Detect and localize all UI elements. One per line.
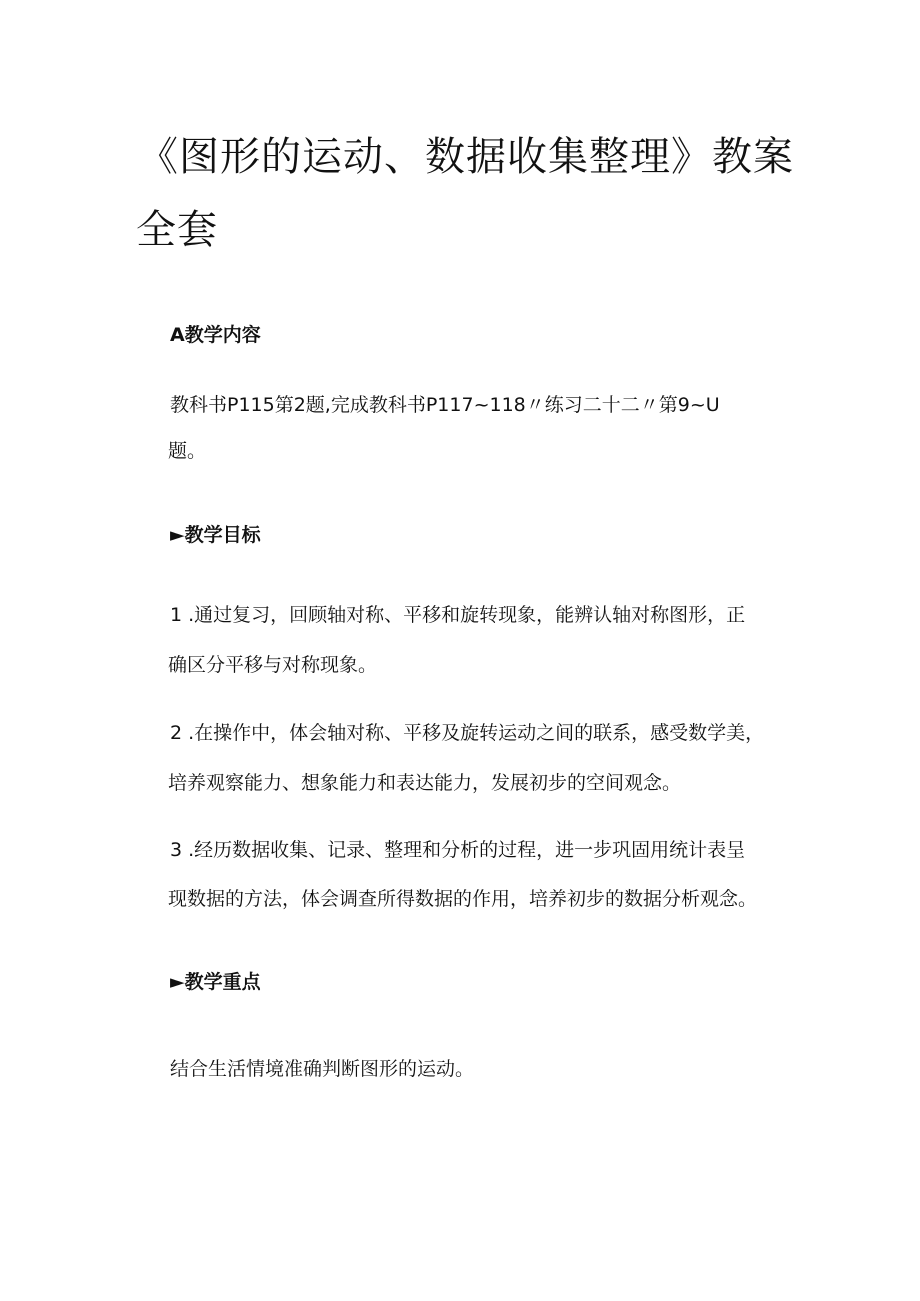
goal-2-cont: 培养观察能力、想象能力和表达能力，发展初步的空间观念。 <box>168 772 682 794</box>
goals-heading: ►教学目标 <box>170 524 261 546</box>
goal-1-cont: 确区分平移与对称现象。 <box>168 654 378 676</box>
content-heading: A教学内容 <box>170 324 261 346</box>
document-title: 《图形的运动、数据收集整理》教案 <box>138 134 794 180</box>
goal-2: 2 .在操作中，体会轴对称、平移及旋转运动之间的联系，感受数学美， <box>170 722 765 744</box>
document-title-cont: 全套 <box>136 207 218 253</box>
content-text: 教科书P115第2题,完成教科书P117~118〃练习二十二〃第9~U <box>170 394 720 416</box>
goal-1: 1 .通过复习，回顾轴对称、平移和旋转现象，能辨认轴对称图形，正 <box>170 604 746 626</box>
goal-3: 3 .经历数据收集、记录、整理和分析的过程，进一步巩固用统计表呈 <box>170 839 746 861</box>
focus-heading: ►教学重点 <box>170 971 261 993</box>
content-text-cont: 题。 <box>168 440 207 462</box>
goal-3-cont: 现数据的方法，体会调查所得数据的作用，培养初步的数据分析观念。 <box>168 888 758 910</box>
focus-text: 结合生活情境准确判断图形的运动。 <box>170 1058 475 1080</box>
